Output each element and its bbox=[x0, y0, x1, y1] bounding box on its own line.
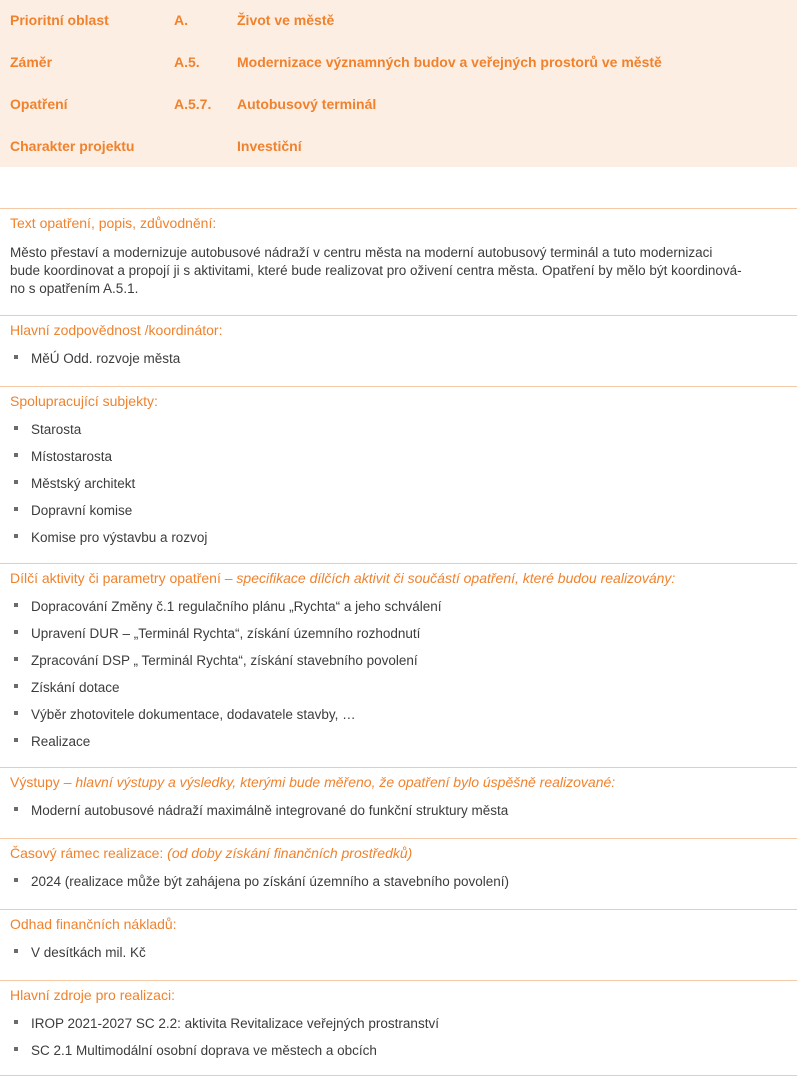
list-item: MěÚ Odd. rozvoje města bbox=[14, 351, 180, 366]
section-activities bbox=[0, 563, 797, 767]
section-title: Hlavní zdroje pro realizaci: bbox=[10, 987, 175, 1003]
header-value: Investiční bbox=[237, 138, 302, 154]
bullet-icon bbox=[14, 711, 18, 715]
section-outputs bbox=[0, 767, 797, 838]
paragraph-line: Město přestaví a modernizuje autobusové nádraží v centru města na moderní autobusový terminál a tuto modernizaci bbox=[10, 245, 713, 260]
section-title: Text opatření, popis, zdůvodnění: bbox=[10, 215, 217, 231]
bullet-icon bbox=[14, 507, 18, 511]
section-costs bbox=[0, 909, 797, 980]
bullet-icon bbox=[14, 603, 18, 607]
bullet-icon bbox=[14, 1047, 18, 1051]
section-title: Dílčí aktivity či parametry opatření – specifikace dílčích aktivit či součástí opatření, které budou realizovány: bbox=[10, 570, 676, 586]
bullet-icon bbox=[14, 949, 18, 953]
section-title: Spolupracující subjekty: bbox=[10, 393, 158, 409]
bullet-icon bbox=[14, 355, 18, 359]
project-header bbox=[0, 0, 797, 167]
section-responsible bbox=[0, 315, 797, 386]
section-paragraph bbox=[10, 244, 780, 298]
bullet-icon bbox=[14, 684, 18, 688]
list-item: Výběr zhotovitele dokumentace, dodavatele stavby, … bbox=[14, 707, 356, 722]
section-sources bbox=[0, 980, 797, 1076]
bullet-icon bbox=[14, 878, 18, 882]
header-code: A. bbox=[174, 12, 188, 28]
header-value: Autobusový terminál bbox=[237, 96, 377, 112]
list-item: IROP 2021-2027 SC 2.2: aktivita Revitalizace veřejných prostranství bbox=[14, 1016, 439, 1031]
list-item: Moderní autobusové nádraží maximálně integrované do funkční struktury města bbox=[14, 803, 508, 818]
section-text bbox=[0, 208, 797, 315]
list-item: Realizace bbox=[14, 734, 90, 749]
header-code: A.5.7. bbox=[174, 96, 212, 112]
section-title: Výstupy – hlavní výstupy a výsledky, kterými bude měřeno, že opatření bylo úspěšně realizované: bbox=[10, 774, 616, 790]
header-row-measure bbox=[0, 96, 797, 116]
list-item: Starosta bbox=[14, 422, 81, 437]
section-title: Časový rámec realizace: (od doby získání finančních prostředků) bbox=[10, 845, 413, 861]
header-label: Charakter projektu bbox=[10, 138, 135, 154]
header-code: A.5. bbox=[174, 54, 200, 70]
list-item: Komise pro výstavbu a rozvoj bbox=[14, 530, 207, 545]
section-title: Odhad finančních nákladů: bbox=[10, 916, 177, 932]
list-item: Upravení DUR – „Terminál Rychta“, získání územního rozhodnutí bbox=[14, 626, 420, 641]
list-item: Zpracování DSP „ Terminál Rychta“, získání stavebního povolení bbox=[14, 653, 418, 668]
bullet-icon bbox=[14, 630, 18, 634]
header-value: Modernizace významných budov a veřejných prostorů ve městě bbox=[237, 54, 662, 70]
list-item: Městský architekt bbox=[14, 476, 135, 491]
bullet-icon bbox=[14, 426, 18, 430]
bullet-icon bbox=[14, 453, 18, 457]
bullet-icon bbox=[14, 657, 18, 661]
section-timeframe bbox=[0, 838, 797, 909]
list-item: SC 2.1 Multimodální osobní doprava ve městech a obcích bbox=[14, 1043, 377, 1058]
header-row-priority bbox=[0, 12, 797, 32]
paragraph-line: no s opatřením A.5.1. bbox=[10, 281, 139, 296]
header-label: Prioritní oblast bbox=[10, 12, 109, 28]
section-title: Hlavní zodpovědnost /koordinátor: bbox=[10, 322, 223, 338]
header-row-intent bbox=[0, 54, 797, 74]
list-item: Místostarosta bbox=[14, 449, 112, 464]
bullet-icon bbox=[14, 480, 18, 484]
header-label: Opatření bbox=[10, 96, 68, 112]
bullet-icon bbox=[14, 807, 18, 811]
section-partners bbox=[0, 386, 797, 563]
header-label: Záměr bbox=[10, 54, 53, 70]
list-item: V desítkách mil. Kč bbox=[14, 945, 146, 960]
bottom-divider bbox=[0, 1075, 797, 1076]
list-item: Dopravní komise bbox=[14, 503, 132, 518]
list-item: 2024 (realizace může být zahájena po získání územního a stavebního povolení) bbox=[14, 874, 509, 889]
list-item: Získání dotace bbox=[14, 680, 120, 695]
bullet-icon bbox=[14, 738, 18, 742]
header-value: Život ve městě bbox=[237, 12, 335, 28]
list-item: Dopracování Změny č.1 regulačního plánu „Rychta“ a jeho schválení bbox=[14, 599, 441, 614]
bullet-icon bbox=[14, 1020, 18, 1024]
header-row-character bbox=[0, 138, 797, 158]
bullet-icon bbox=[14, 534, 18, 538]
paragraph-line: bude koordinovat a propojí ji s aktivitami, které bude realizovat pro oživení centra města. Opatření by mělo být koordinová- bbox=[10, 263, 742, 278]
